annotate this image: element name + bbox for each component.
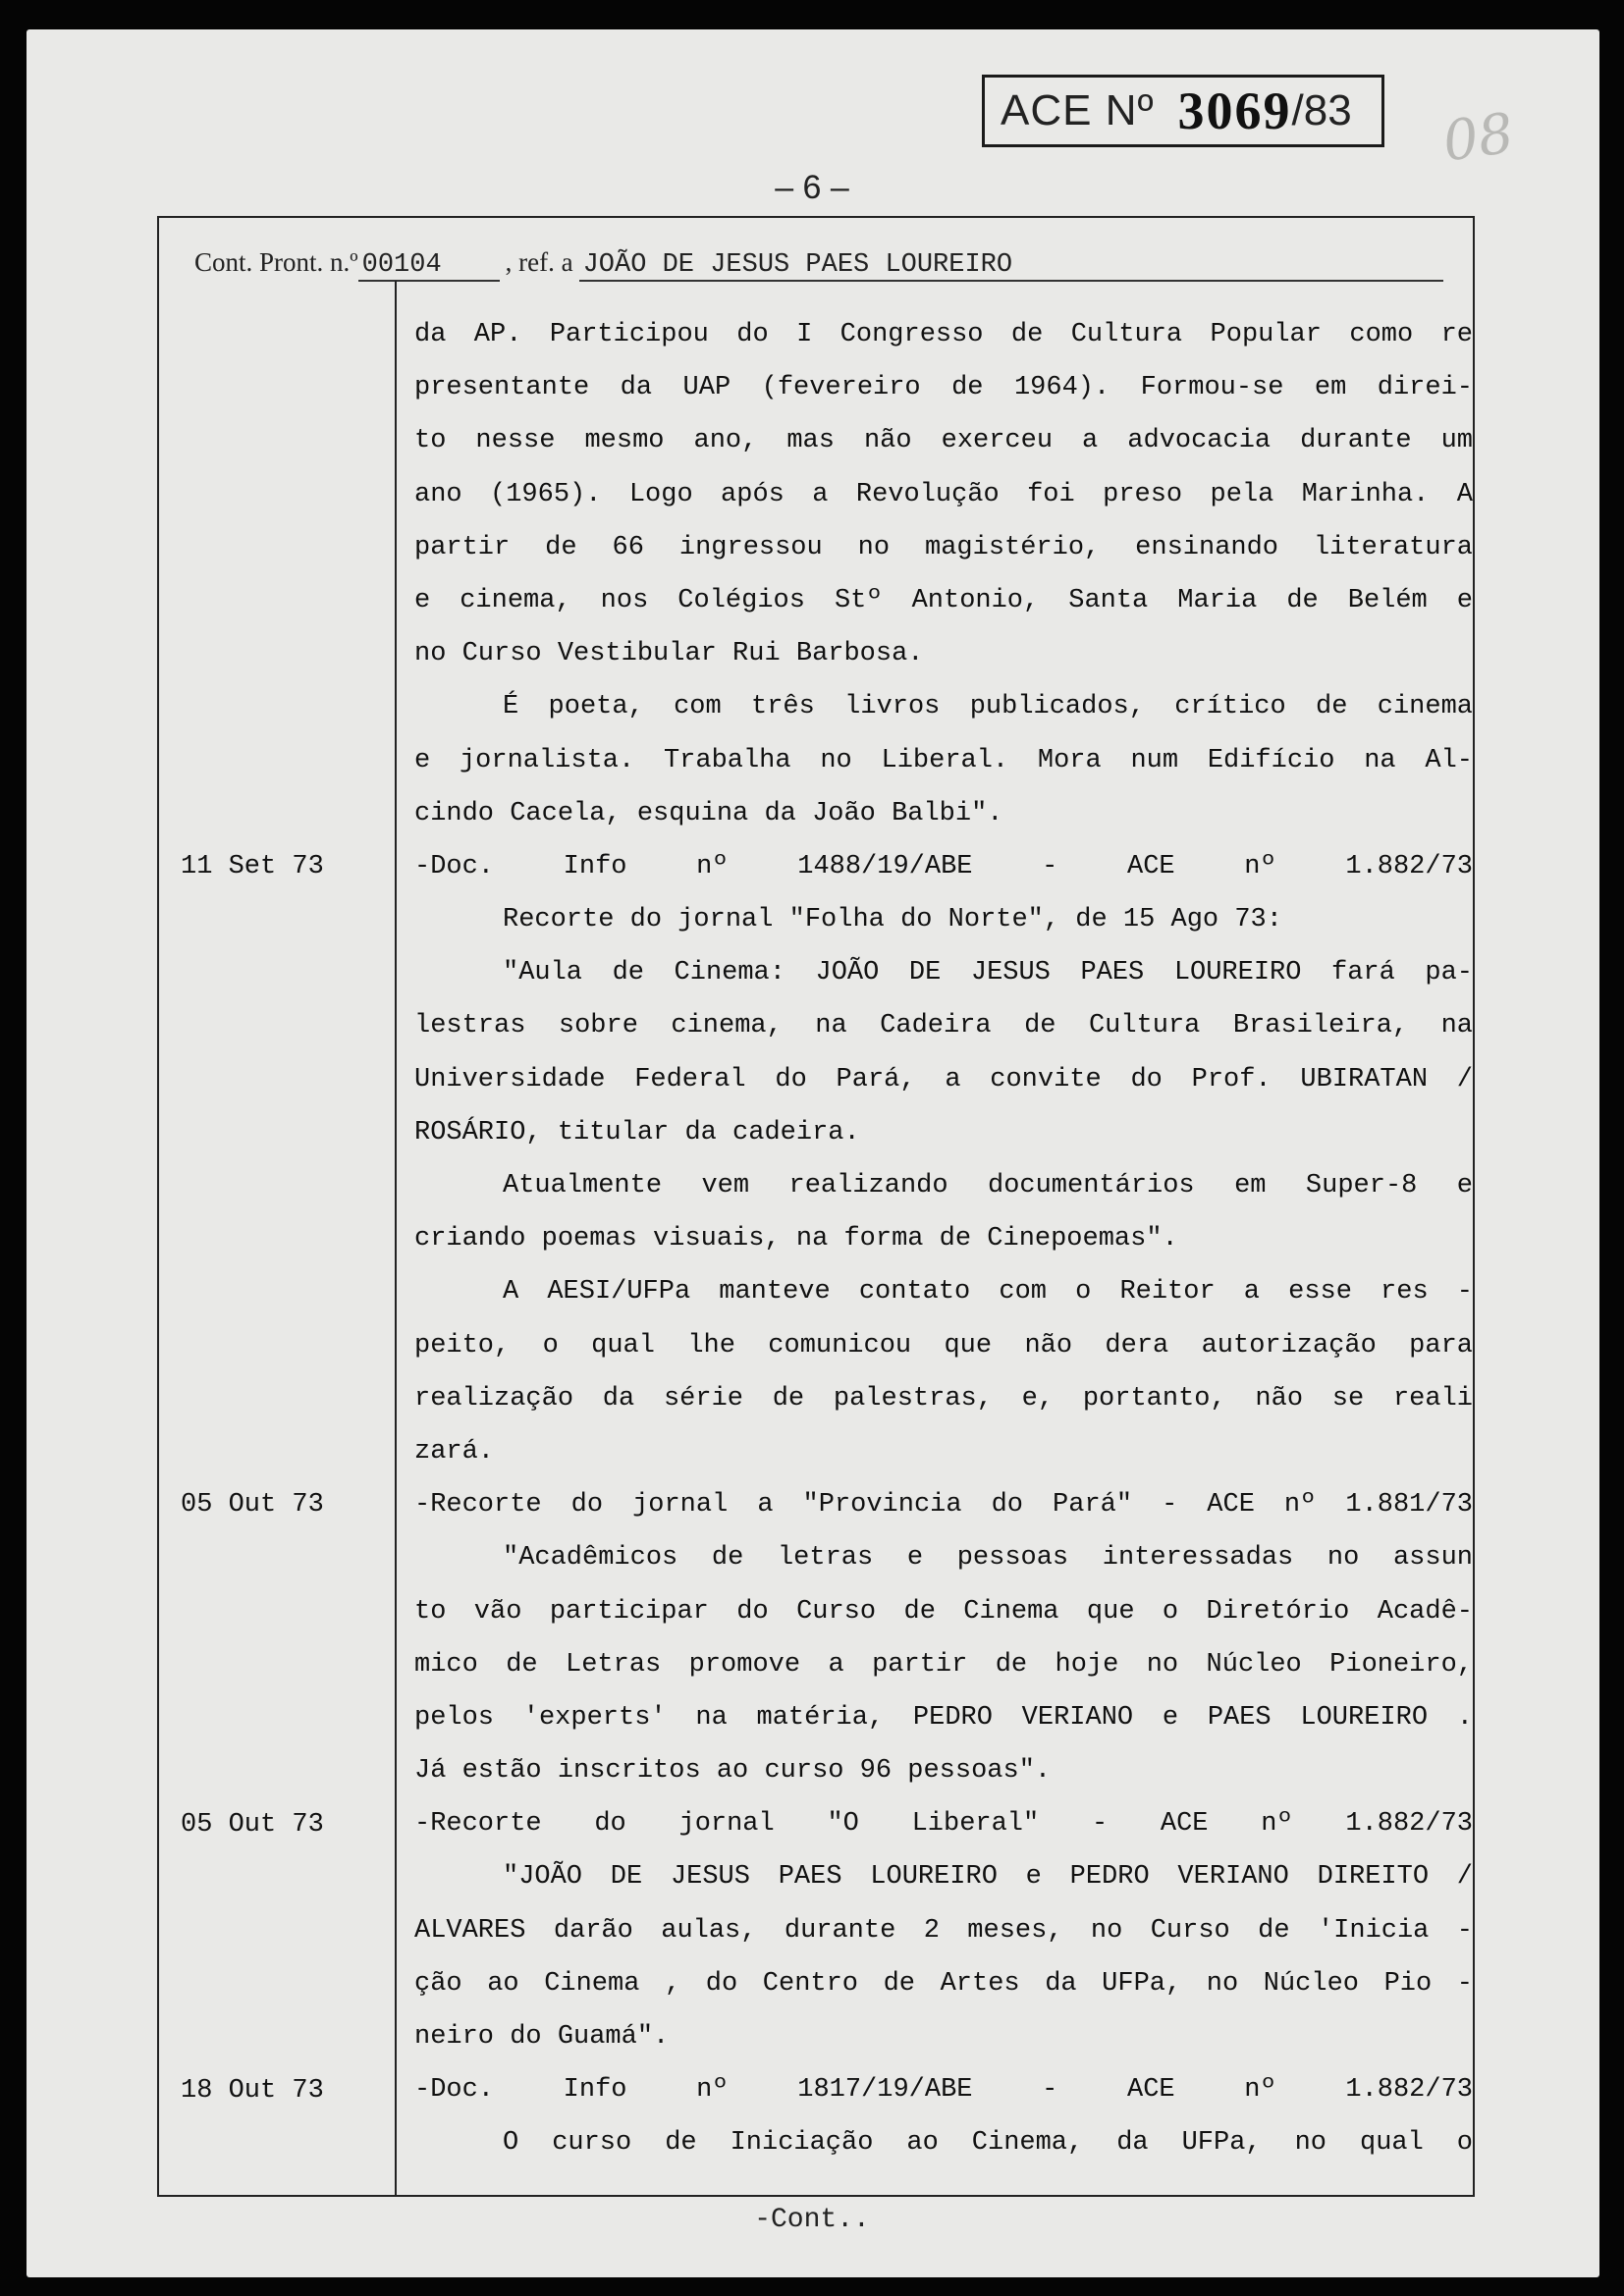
text-line: partir de 66 ingressou no magistério, ensinando literatura [414, 532, 1473, 562]
stamp-prefix: ACE Nº [1001, 86, 1155, 134]
entry-date: 05 Out 73 [181, 1809, 324, 1840]
text-line: Universidade Federal do Pará, a convite do Prof. UBIRATAN / [414, 1064, 1473, 1095]
text-line: realização da série de palestras, e, portanto, não se reali [414, 1383, 1473, 1414]
text-line: cindo Cacela, esquina da João Balbi". [414, 798, 1003, 828]
text-line: pelos 'experts' na matéria, PEDRO VERIANO e PAES LOUREIRO . [414, 1702, 1473, 1733]
page-number: – 6 – [775, 169, 849, 206]
text-line: Atualmente vem realizando documentários em Super-8 e [503, 1171, 1473, 1201]
entry-date: 11 Set 73 [181, 852, 324, 881]
ace-stamp [982, 75, 1384, 147]
text-line: É poeta, com três livros publicados, crítico de cinema [503, 692, 1473, 722]
text-line: neiro do Guamá". [414, 2022, 670, 2052]
record-frame [157, 216, 1475, 2197]
text-line: ção ao Cinema , do Centro de Artes da UFPa, no Núcleo Pio - [414, 1968, 1473, 1999]
text-line: -Doc. Info nº 1488/19/ABE - ACE nº 1.882/73 [414, 851, 1473, 881]
text-line: O curso de Iniciação ao Cinema, da UFPa, no qual o [503, 2128, 1473, 2159]
text-line: ROSÁRIO, titular da cadeira. [414, 1117, 860, 1148]
record-body [414, 308, 1473, 2170]
text-line: criando poemas visuais, na forma de Cinepoemas". [414, 1224, 1178, 1255]
text-line: "Aula de Cinema: JOÃO DE JESUS PAES LOUREIRO fará pa- [503, 958, 1473, 988]
text-line: -Recorte do jornal a "Provincia do Pará" - ACE nº 1.881/73 [414, 1490, 1473, 1521]
text-line: peito, o qual lhe comunicou que não dera autorização para [414, 1330, 1473, 1361]
text-line: -Recorte do jornal "O Liberal" - ACE nº 1.882/73 [414, 1809, 1473, 1840]
subject-name: JOÃO DE JESUS PAES LOUREIRO [579, 250, 1443, 282]
text-line: e cinema, nos Colégios Stº Antonio, Santa Maria de Belém e [414, 585, 1473, 615]
text-line: zará. [414, 1436, 495, 1467]
text-line: ano (1965). Logo após a Revolução foi preso pela Marinha. A [414, 479, 1473, 509]
column-divider [395, 281, 397, 2195]
text-line: ALVARES darão aulas, durante 2 meses, no Curso de 'Inicia - [414, 1915, 1473, 1946]
text-line: to vão participar do Curso de Cinema que o Diretório Acadê- [414, 1596, 1473, 1627]
text-line: Recorte do jornal "Folha do Norte", de 15 Ago 73: [503, 905, 1282, 935]
text-line: "JOÃO DE JESUS PAES LOUREIRO e PEDRO VERIANO DIREITO / [503, 1862, 1473, 1893]
stamp-number: 3069 [1177, 81, 1292, 140]
handwritten-number: 08 [1438, 101, 1518, 175]
text-line: e jornalista. Trabalha no Liberal. Mora num Edifício na Al- [414, 745, 1473, 775]
entry-date: 05 Out 73 [181, 1490, 324, 1521]
record-header [194, 247, 1443, 282]
text-line: A AESI/UFPa manteve contato com o Reitor a esse res - [503, 1277, 1473, 1308]
text-line: mico de Letras promove a partir de hoje no Núcleo Pioneiro, [414, 1649, 1473, 1680]
text-line: -Doc. Info nº 1817/19/ABE - ACE nº 1.882/73 [414, 2075, 1473, 2106]
text-line: to nesse mesmo ano, mas não exerceu a advocacia durante um [414, 426, 1473, 456]
text-line: da AP. Participou do I Congresso de Cultura Popular como re [414, 320, 1473, 349]
pront-number: 00104 [358, 250, 500, 282]
text-line: Já estão inscritos ao curso 96 pessoas". [414, 1756, 1052, 1787]
stamp-year: /83 [1291, 86, 1352, 134]
text-line: lestras sobre cinema, na Cadeira de Cultura Brasileira, na [414, 1011, 1473, 1041]
continuation-note: -Cont.. [754, 2205, 870, 2235]
text-line: presentante da UAP (fevereiro de 1964). Formou-se em direi- [414, 373, 1473, 403]
text-line: "Acadêmicos de letras e pessoas interessadas no assun [503, 1543, 1473, 1574]
text-line: no Curso Vestibular Rui Barbosa. [414, 639, 924, 669]
entry-date: 18 Out 73 [181, 2075, 324, 2106]
pront-label: Cont. Pront. n.º [194, 247, 358, 277]
ref-label: , ref. a [505, 247, 573, 277]
